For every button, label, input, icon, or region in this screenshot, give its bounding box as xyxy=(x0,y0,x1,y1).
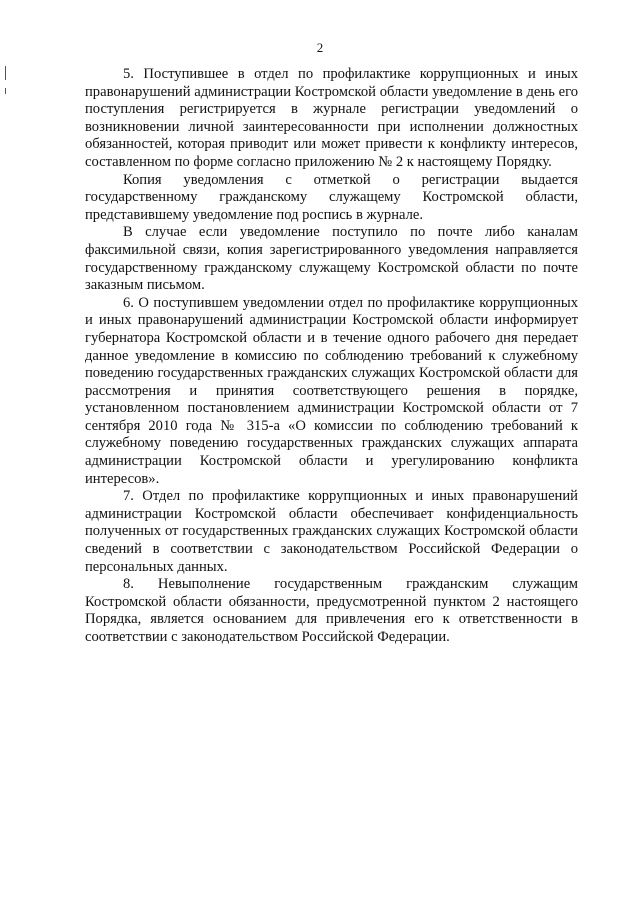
document-body xyxy=(85,66,578,647)
scan-edge-mark xyxy=(5,88,6,94)
paragraph-item-5: 5. Поступившее в отдел по профилактике коррупционных и иных правонарушений администрации Костромской области уведомление в день его поступления регистрируется в журнале регистрации уведомлений о возникновении личной заинтересованности при исполнении должностных обязанностей, которая приводит или может привести к конфликту интересов, составленном по форме согласно приложению № 2 к настоящему Порядку. xyxy=(85,66,578,170)
paragraph-item-7: 7. Отдел по профилактике коррупционных и иных правонарушений администрации Костромской области обеспечивает конфиденциальность полученных от государственных гражданских служащих Костромской области сведений в соответствии с законодательством Российской Федерации о персональных данных. xyxy=(85,488,578,575)
scan-edge-mark xyxy=(5,66,6,80)
paragraph-item-6: 6. О поступившем уведомлении отдел по профилактике коррупционных и иных правонарушений администрации Костромской области информирует губернатора Костромской области и в течение одного рабочего дня передает данное уведомление в комиссию по соблюдению требований к служебному поведению государственных гражданских служащих Костромской области для рассмотрения и принятия соответствующего решения в порядке, установленном постановлением администрации Костромской области от 7 сентября 2010 года № 315-а «О комиссии по соблюдению требований к служебному поведению государственных гражданских служащих аппарата администрации Костромской области и урегулированию конфликта интересов». xyxy=(85,294,578,487)
paragraph-copy-notice: Копия уведомления с отметкой о регистрации выдается государственному гражданскому служащему Костромской области, представившему уведомление под роспись в журнале. xyxy=(85,171,578,223)
paragraph-mail-notice: В случае если уведомление поступило по почте либо каналам факсимильной связи, копия зарегистрированного уведомления направляется государственному гражданскому служащему Костромской области по почте заказным письмом. xyxy=(85,224,578,294)
paragraph-item-8: 8. Невыполнение государственным гражданским служащим Костромской области обязанности, предусмотренной пунктом 2 настоящего Порядка, является основанием для привлечения его к ответственности в соответствии с законодательством Российской Федерации. xyxy=(85,576,578,645)
page-number: 2 xyxy=(316,40,324,55)
